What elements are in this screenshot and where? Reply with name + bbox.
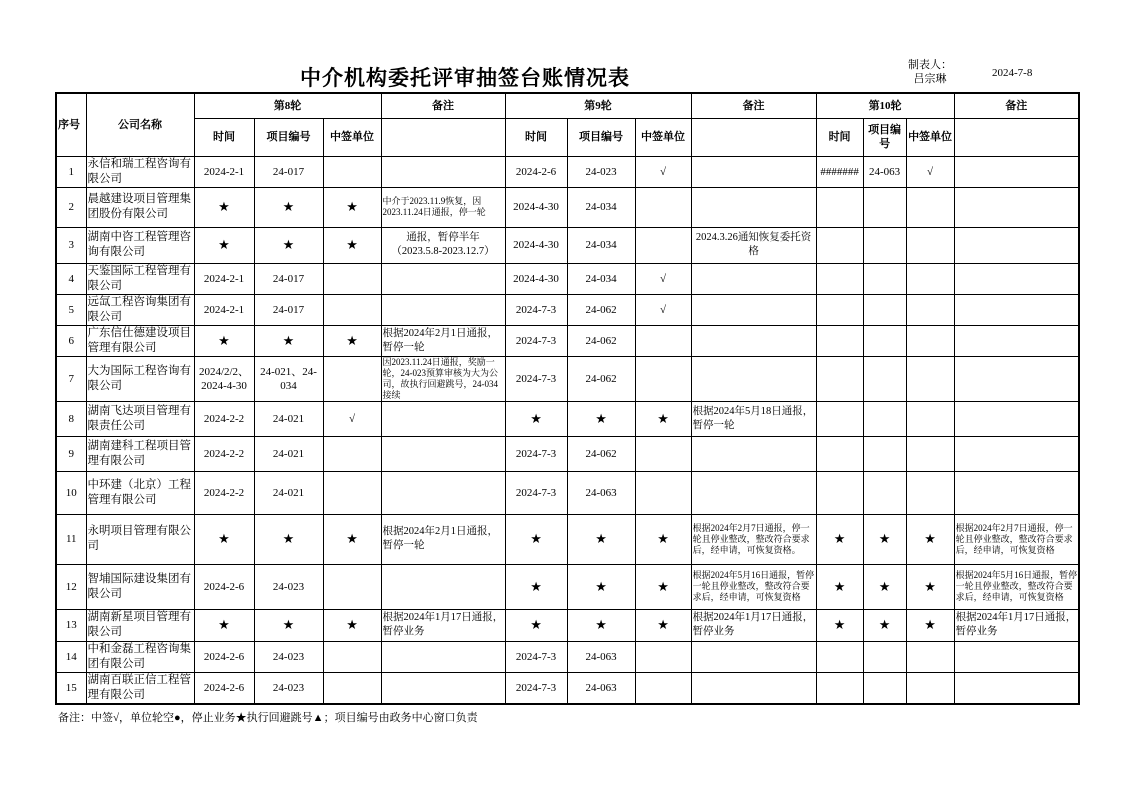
cell-project-no-9: ★ [567,401,635,436]
cell-winner-8 [323,356,381,401]
cell-project-no-9: 24-034 [567,227,635,263]
table-row [56,325,1079,356]
cell-time-9: ★ [505,514,567,564]
header-round9: 第9轮 [505,93,691,118]
cell-note-9 [691,294,816,325]
table-row [56,672,1079,704]
cell-company: 智埔国际建设集团有限公司 [86,564,194,609]
cell-seq: 11 [56,514,86,564]
cell-time-10 [816,641,863,672]
cell-note-10 [954,401,1079,436]
cell-winner-9 [635,187,691,227]
cell-winner-9 [635,436,691,471]
header-note-10: 备注 [954,93,1079,118]
cell-company: 晨越建设项目管理集团股份有限公司 [86,187,194,227]
table-row [56,187,1079,227]
header-blank-10 [954,118,1079,156]
cell-winner-10 [906,401,954,436]
cell-project-no-8: ★ [254,325,323,356]
cell-project-no-8: 24-017 [254,263,323,294]
cell-note-9: 根据2024年5月18日通报，暂停一轮 [691,401,816,436]
header-seq: 序号 [56,93,86,156]
cell-winner-10: √ [906,156,954,187]
cell-seq: 4 [56,263,86,294]
cell-winner-9 [635,227,691,263]
cell-time-9: 2024-7-3 [505,672,567,704]
cell-winner-8 [323,672,381,704]
cell-note-10 [954,672,1079,704]
header-note-9: 备注 [691,93,816,118]
table-body [56,156,1079,704]
cell-project-no-10: ★ [863,514,906,564]
cell-time-10: ★ [816,564,863,609]
cell-company: 湖南建科工程项目管理有限公司 [86,436,194,471]
cell-time-9: 2024-4-30 [505,227,567,263]
cell-winner-8 [323,294,381,325]
cell-project-no-9: ★ [567,609,635,641]
cell-note-10 [954,227,1079,263]
cell-project-no-10 [863,227,906,263]
cell-time-8: 2024-2-6 [194,672,254,704]
cell-project-no-9: 24-023 [567,156,635,187]
table-row [56,514,1079,564]
cell-winner-8: ★ [323,187,381,227]
cell-note-9: 2024.3.26通知恢复委托资格 [691,227,816,263]
cell-winner-8 [323,436,381,471]
cell-winner-9: ★ [635,514,691,564]
cell-time-9: ★ [505,609,567,641]
cell-time-8: ★ [194,609,254,641]
cell-note-9: 根据2024年1月17日通报，暂停业务 [691,609,816,641]
cell-note-10 [954,263,1079,294]
cell-note-10 [954,156,1079,187]
cell-company: 湖南新星项目管理有限公司 [86,609,194,641]
cell-project-no-10 [863,294,906,325]
cell-note-9 [691,263,816,294]
cell-winner-10: ★ [906,609,954,641]
cell-note-8 [381,294,505,325]
cell-project-no-8: ★ [254,609,323,641]
cell-winner-8 [323,263,381,294]
cell-winner-9 [635,356,691,401]
cell-project-no-8: ★ [254,187,323,227]
cell-project-no-9: 24-062 [567,436,635,471]
cell-company: 湖南百联正信工程管理有限公司 [86,672,194,704]
cell-project-no-8: ★ [254,227,323,263]
cell-company: 远氙工程咨询集团有限公司 [86,294,194,325]
header-winner-9: 中签单位 [635,118,691,156]
cell-note-10: 根据2024年5月16日通报，暂停一轮且停业整改，整改符合要求后，经申请，可恢复资格 [954,564,1079,609]
cell-winner-10 [906,436,954,471]
cell-time-8: 2024-2-6 [194,641,254,672]
cell-winner-10 [906,641,954,672]
cell-note-9: 根据2024年5月16日通报，暂停一轮且停业整改，整改符合要求后，经申请，可恢复资格 [691,564,816,609]
cell-project-no-10 [863,356,906,401]
cell-seq: 14 [56,641,86,672]
table-row [56,436,1079,471]
cell-seq: 6 [56,325,86,356]
cell-note-10 [954,471,1079,514]
cell-project-no-8: 24-023 [254,564,323,609]
cell-project-no-9: 24-062 [567,356,635,401]
cell-winner-9 [635,672,691,704]
cell-time-9: 2024-7-3 [505,325,567,356]
cell-winner-9: ★ [635,401,691,436]
cell-winner-9: √ [635,263,691,294]
cell-winner-10: ★ [906,514,954,564]
cell-time-10 [816,436,863,471]
cell-project-no-8: 24-023 [254,672,323,704]
cell-note-9 [691,325,816,356]
cell-winner-8: ★ [323,227,381,263]
cell-time-9: 2024-4-30 [505,187,567,227]
cell-winner-8: √ [323,401,381,436]
cell-project-no-9: 24-063 [567,471,635,514]
table-row [56,609,1079,641]
cell-time-10 [816,325,863,356]
cell-note-8 [381,156,505,187]
cell-project-no-10 [863,263,906,294]
cell-time-8: 2024-2-2 [194,471,254,514]
cell-project-no-10: 24-063 [863,156,906,187]
cell-time-8: ★ [194,325,254,356]
table-row [56,156,1079,187]
cell-note-10: 根据2024年1月17日通报，暂停业务 [954,609,1079,641]
cell-project-no-8: 24-017 [254,156,323,187]
cell-project-no-10 [863,187,906,227]
cell-seq: 8 [56,401,86,436]
cell-note-10 [954,325,1079,356]
cell-note-9 [691,436,816,471]
cell-winner-8 [323,641,381,672]
cell-time-9: 2024-7-3 [505,356,567,401]
header-winner-10: 中签单位 [906,118,954,156]
cell-time-9: 2024-7-3 [505,641,567,672]
cell-winner-8 [323,156,381,187]
header-winner-8: 中签单位 [323,118,381,156]
cell-time-8: 2024-2-2 [194,436,254,471]
cell-company: 大为国际工程咨询有限公司 [86,356,194,401]
cell-seq: 12 [56,564,86,609]
cell-note-8: 通报，暂停半年（2023.5.8-2023.12.7） [381,227,505,263]
cell-company: 永明项目管理有限公司 [86,514,194,564]
page-title: 中介机构委托评审抽签台账情况表 [300,66,630,90]
table-row [56,263,1079,294]
cell-winner-8: ★ [323,514,381,564]
cell-note-9 [691,641,816,672]
cell-winner-9 [635,325,691,356]
table-row [56,641,1079,672]
cell-project-no-9: 24-063 [567,641,635,672]
cell-seq: 15 [56,672,86,704]
cell-company: 广东信仕德建设项目管理有限公司 [86,325,194,356]
cell-winner-8: ★ [323,325,381,356]
cell-project-no-8: 24-021 [254,401,323,436]
cell-project-no-8: 24-021、24-034 [254,356,323,401]
cell-note-10 [954,294,1079,325]
cell-project-no-9: 24-034 [567,263,635,294]
cell-time-9: 2024-7-3 [505,471,567,514]
cell-note-10 [954,187,1079,227]
cell-project-no-8: 24-021 [254,471,323,514]
cell-project-no-10 [863,672,906,704]
cell-project-no-10 [863,471,906,514]
table-maker: 制表人：吕宗琳 [908,59,952,85]
cell-winner-10 [906,227,954,263]
cell-note-9 [691,187,816,227]
header-note-8: 备注 [381,93,505,118]
cell-company: 天鉴国际工程管理有限公司 [86,263,194,294]
cell-note-9 [691,156,816,187]
cell-project-no-9: 24-062 [567,325,635,356]
cell-winner-9: ★ [635,609,691,641]
cell-project-no-10: ★ [863,609,906,641]
cell-time-8: ★ [194,227,254,263]
table-date: 2024-7-8 [992,67,1033,79]
cell-note-8: 根据2024年1月17日通报，暂停业务 [381,609,505,641]
table-row [56,471,1079,514]
header-project-no-10: 项目编号 [863,118,906,156]
cell-winner-10 [906,471,954,514]
cell-project-no-9: ★ [567,514,635,564]
cell-time-9: ★ [505,564,567,609]
cell-time-9: 2024-4-30 [505,263,567,294]
cell-winner-9 [635,641,691,672]
header-round8: 第8轮 [194,93,381,118]
header-blank-8 [381,118,505,156]
cell-note-9 [691,471,816,514]
cell-company: 湖南中咨工程管理咨询有限公司 [86,227,194,263]
cell-time-8: 2024-2-6 [194,564,254,609]
cell-time-10 [816,263,863,294]
cell-winner-8 [323,471,381,514]
cell-company: 中和金磊工程咨询集团有限公司 [86,641,194,672]
cell-note-8 [381,564,505,609]
cell-project-no-10 [863,436,906,471]
cell-winner-10 [906,263,954,294]
cell-project-no-9: ★ [567,564,635,609]
table-row [56,401,1079,436]
cell-seq: 9 [56,436,86,471]
cell-project-no-10 [863,401,906,436]
cell-time-10 [816,672,863,704]
cell-note-8: 根据2024年2月1日通报，暂停一轮 [381,325,505,356]
cell-winner-9: ★ [635,564,691,609]
cell-project-no-9: 24-062 [567,294,635,325]
cell-seq: 2 [56,187,86,227]
cell-note-9 [691,672,816,704]
cell-company: 永信和瑞工程咨询有限公司 [86,156,194,187]
cell-note-8 [381,263,505,294]
cell-time-9: 2024-7-3 [505,436,567,471]
header-time-8: 时间 [194,118,254,156]
cell-seq: 13 [56,609,86,641]
cell-winner-10: ★ [906,564,954,609]
ledger-table [55,92,1080,705]
cell-project-no-8: 24-023 [254,641,323,672]
header-blank-9 [691,118,816,156]
cell-time-8: 2024/2/2、2024-4-30 [194,356,254,401]
table-row [56,564,1079,609]
cell-note-10 [954,641,1079,672]
cell-time-10 [816,187,863,227]
cell-project-no-8: 24-017 [254,294,323,325]
cell-note-8 [381,641,505,672]
cell-project-no-10 [863,641,906,672]
cell-time-10: ★ [816,514,863,564]
cell-time-8: ★ [194,187,254,227]
header-project-no-8: 项目编号 [254,118,323,156]
cell-winner-10 [906,187,954,227]
cell-time-10 [816,356,863,401]
cell-company: 湖南飞达项目管理有限责任公司 [86,401,194,436]
cell-note-10 [954,356,1079,401]
cell-note-8 [381,401,505,436]
cell-winner-9 [635,471,691,514]
header-round10: 第10轮 [816,93,954,118]
cell-time-10: ####### [816,156,863,187]
cell-note-9: 根据2024年2月7日通报，停一轮且停业整改，整改符合要求后，经申请，可恢复资格。 [691,514,816,564]
cell-time-8: 2024-2-1 [194,294,254,325]
table-row [56,227,1079,263]
cell-project-no-8: 24-021 [254,436,323,471]
cell-time-10 [816,294,863,325]
cell-note-8: 根据2024年2月1日通报，暂停一轮 [381,514,505,564]
cell-note-8 [381,436,505,471]
cell-time-10 [816,227,863,263]
cell-time-8: 2024-2-1 [194,156,254,187]
cell-winner-10 [906,672,954,704]
footnote: 备注：中签√，单位轮空●，停止业务★执行回避跳号▲；项目编号由政务中心窗口负责 [58,712,478,724]
header-time-10: 时间 [816,118,863,156]
cell-project-no-9: 24-063 [567,672,635,704]
header-time-9: 时间 [505,118,567,156]
cell-time-8: 2024-2-2 [194,401,254,436]
cell-note-8: 中介于2023.11.9恢复，因2023.11.24日通报，停一轮 [381,187,505,227]
cell-project-no-9: 24-034 [567,187,635,227]
cell-winner-9: √ [635,294,691,325]
cell-winner-9: √ [635,156,691,187]
cell-project-no-8: ★ [254,514,323,564]
cell-winner-10 [906,294,954,325]
cell-note-9 [691,356,816,401]
cell-time-9: 2024-7-3 [505,294,567,325]
cell-note-8: 因2023.11.24日通报，奖励一轮，24-023预算审核为大为公司，故执行回避跳号，24-034接续 [381,356,505,401]
cell-time-10 [816,401,863,436]
cell-seq: 7 [56,356,86,401]
cell-winner-10 [906,325,954,356]
cell-project-no-10: ★ [863,564,906,609]
header-company: 公司名称 [86,93,194,156]
header-project-no-9: 项目编号 [567,118,635,156]
cell-time-8: 2024-2-1 [194,263,254,294]
cell-time-9: 2024-2-6 [505,156,567,187]
cell-note-10 [954,436,1079,471]
cell-winner-10 [906,356,954,401]
cell-winner-8 [323,564,381,609]
cell-seq: 3 [56,227,86,263]
cell-seq: 5 [56,294,86,325]
cell-time-8: ★ [194,514,254,564]
cell-note-8 [381,672,505,704]
table-row [56,294,1079,325]
cell-seq: 1 [56,156,86,187]
cell-time-10: ★ [816,609,863,641]
table-row [56,356,1079,401]
cell-note-10: 根据2024年2月7日通报，停一轮且停业整改，整改符合要求后，经申请，可恢复资格 [954,514,1079,564]
cell-time-10 [816,471,863,514]
cell-time-9: ★ [505,401,567,436]
cell-project-no-10 [863,325,906,356]
cell-winner-8: ★ [323,609,381,641]
cell-company: 中环建（北京）工程管理有限公司 [86,471,194,514]
cell-seq: 10 [56,471,86,514]
cell-note-8 [381,471,505,514]
